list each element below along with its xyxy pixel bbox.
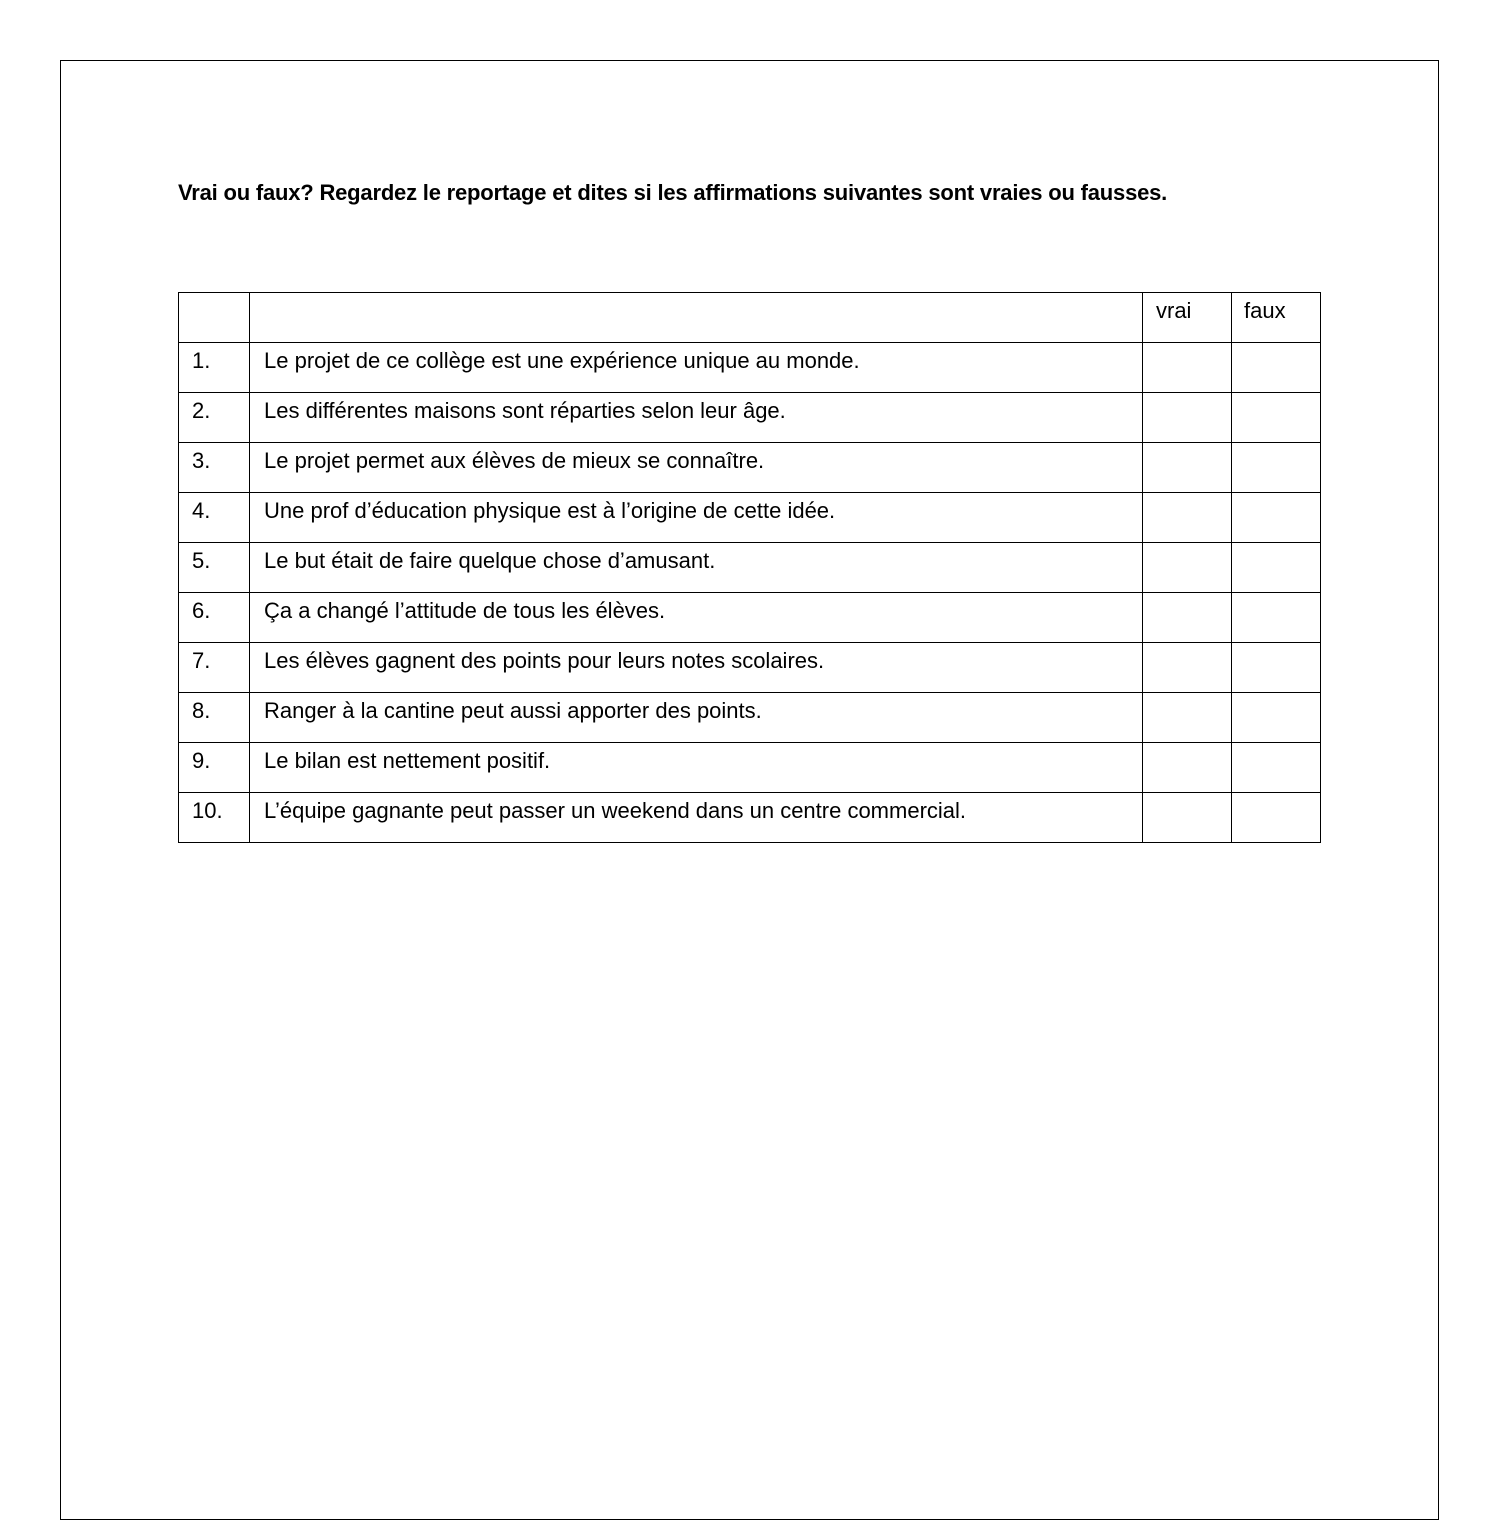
row-statement: Les différentes maisons sont réparties selon leur âge. xyxy=(250,393,1143,443)
vrai-answer-cell[interactable] xyxy=(1143,443,1232,493)
faux-answer-cell[interactable] xyxy=(1232,393,1321,443)
faux-answer-cell[interactable] xyxy=(1232,693,1321,743)
vrai-answer-cell[interactable] xyxy=(1143,743,1232,793)
faux-answer-cell[interactable] xyxy=(1232,493,1321,543)
row-number: 8. xyxy=(179,693,250,743)
row-statement: L’équipe gagnante peut passer un weekend dans un centre commercial. xyxy=(250,793,1143,843)
vrai-answer-cell[interactable] xyxy=(1143,343,1232,393)
row-number: 9. xyxy=(179,743,250,793)
row-statement: Ranger à la cantine peut aussi apporter des points. xyxy=(250,693,1143,743)
table-row xyxy=(179,693,1321,743)
row-number: 6. xyxy=(179,593,250,643)
faux-answer-cell[interactable] xyxy=(1232,343,1321,393)
header-vrai: vrai xyxy=(1143,293,1232,343)
vrai-answer-cell[interactable] xyxy=(1143,393,1232,443)
row-statement: Les élèves gagnent des points pour leurs notes scolaires. xyxy=(250,643,1143,693)
table-row xyxy=(179,793,1321,843)
row-statement: Le projet permet aux élèves de mieux se connaître. xyxy=(250,443,1143,493)
row-number: 2. xyxy=(179,393,250,443)
table-header-row xyxy=(179,293,1321,343)
row-statement: Le bilan est nettement positif. xyxy=(250,743,1143,793)
header-statement-cell xyxy=(250,293,1143,343)
row-statement: Ça a changé l’attitude de tous les élèves. xyxy=(250,593,1143,643)
faux-answer-cell[interactable] xyxy=(1232,543,1321,593)
row-statement: Le projet de ce collège est une expérience unique au monde. xyxy=(250,343,1143,393)
header-faux: faux xyxy=(1232,293,1321,343)
row-number: 7. xyxy=(179,643,250,693)
row-number: 5. xyxy=(179,543,250,593)
header-num-cell xyxy=(179,293,250,343)
table-row xyxy=(179,593,1321,643)
instruction-text: Vrai ou faux? Regardez le reportage et dites si les affirmations suivantes sont vraies ou fausses. xyxy=(178,180,1168,205)
table-row xyxy=(179,443,1321,493)
faux-answer-cell[interactable] xyxy=(1232,593,1321,643)
table-row xyxy=(179,343,1321,393)
vrai-answer-cell[interactable] xyxy=(1143,493,1232,543)
row-number: 3. xyxy=(179,443,250,493)
vrai-answer-cell[interactable] xyxy=(1143,593,1232,643)
table-row xyxy=(179,393,1321,443)
row-number: 4. xyxy=(179,493,250,543)
table-row xyxy=(179,493,1321,543)
vrai-answer-cell[interactable] xyxy=(1143,543,1232,593)
vrai-answer-cell[interactable] xyxy=(1143,793,1232,843)
faux-answer-cell[interactable] xyxy=(1232,643,1321,693)
faux-answer-cell[interactable] xyxy=(1232,743,1321,793)
table-row xyxy=(179,743,1321,793)
table-row xyxy=(179,543,1321,593)
faux-answer-cell[interactable] xyxy=(1232,793,1321,843)
vrai-answer-cell[interactable] xyxy=(1143,693,1232,743)
row-statement: Le but était de faire quelque chose d’amusant. xyxy=(250,543,1143,593)
row-number: 10. xyxy=(179,793,250,843)
vrai-answer-cell[interactable] xyxy=(1143,643,1232,693)
table-row xyxy=(179,643,1321,693)
faux-answer-cell[interactable] xyxy=(1232,443,1321,493)
true-false-table xyxy=(178,292,1321,843)
row-number: 1. xyxy=(179,343,250,393)
row-statement: Une prof d’éducation physique est à l’origine de cette idée. xyxy=(250,493,1143,543)
